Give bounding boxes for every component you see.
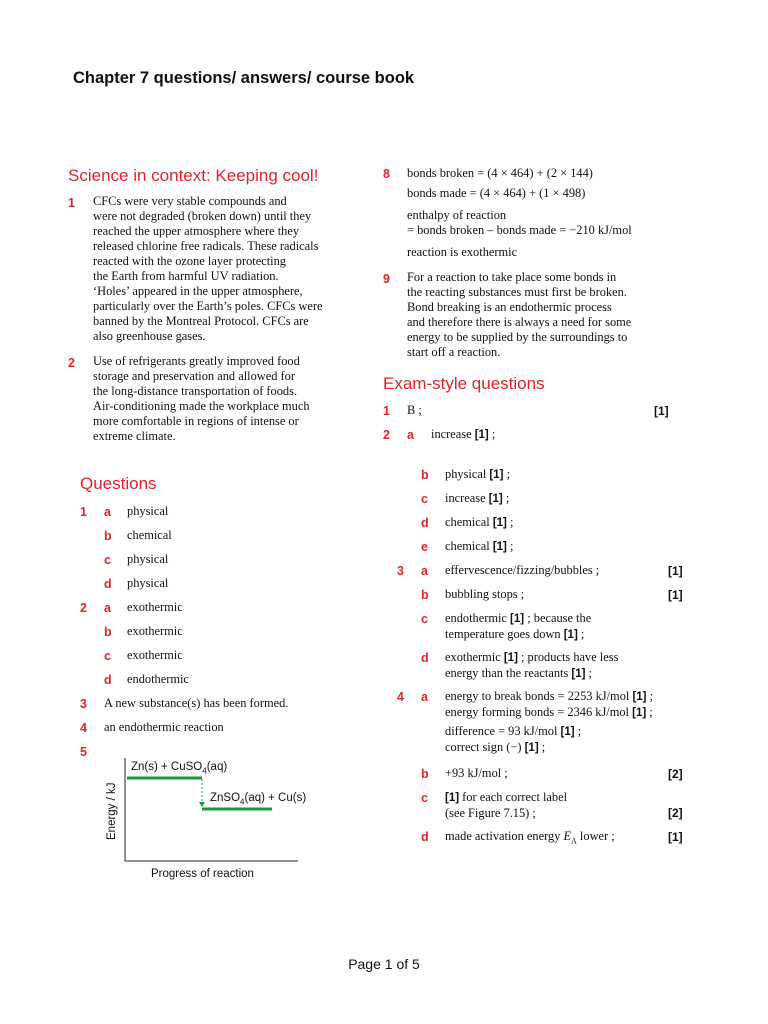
e1-mark: [1]	[654, 404, 669, 418]
e2-number: 2	[383, 428, 390, 442]
energy-drop-arrowhead	[199, 802, 205, 807]
e3a-letter: a	[421, 564, 428, 578]
q1c-letter: c	[104, 553, 111, 567]
e4a-answer: energy to break bonds = 2253 kJ/mol [1] ; energy forming bonds = 2346 kJ/mol [1] ; difference = 93 kJ/mol [1] ; correct sign (−) [1] ;	[445, 689, 654, 754]
e4d-answer: made activation energy $E_A$ lower ;	[445, 829, 615, 846]
q8-bonds-made: bonds made = (4 × 464) + (1 × 498)	[407, 186, 586, 200]
e3d-answer: exothermic [1] ; products have less energy than the reactants [1] ;	[445, 650, 619, 680]
e4b-letter: b	[421, 767, 429, 781]
e2d-letter: d	[421, 516, 429, 530]
q3-answer: A new substance(s) has been formed.	[104, 696, 289, 710]
e3a-answer: effervescence/fizzing/bubbles ;	[445, 563, 600, 577]
e4d-mark: [1]	[668, 830, 683, 844]
q8-enthalpy: enthalpy of reaction = bonds broken – bonds made = −210 kJ/mol	[407, 208, 632, 237]
e4a-letter: a	[421, 690, 428, 704]
science-q1-answer: CFCs were very stable compounds and were not degraded (broken down) until they reached the upper atmosphere where they released chlorine free radicals. These radicals reacted with the ozone layer protecting the Earth from harmful UV radiation. ‘Holes’ appeared in the upper atmosphere, particularly over the Earth’s poles. CFCs were banned by the Montreal Protocol. CFCs are also greenhouse gases.	[93, 194, 323, 343]
e2e-letter: e	[421, 540, 428, 554]
q1b-letter: b	[104, 529, 112, 543]
q8-result: reaction is exothermic	[407, 245, 518, 259]
q8-number: 8	[383, 167, 390, 181]
diagram-y-label: Energy / kJ	[106, 782, 118, 840]
q8-bonds-broken: bonds broken = (4 × 464) + (2 × 144)	[407, 166, 593, 180]
page-title: Chapter 7 questions/ answers/ course book	[73, 69, 415, 87]
science-q2-answer: Use of refrigerants greatly improved food storage and preservation and allowed for the long-distance transportation of foods. Air-conditioning made the workplace much more comfortable in regions of intense or extreme climate.	[93, 354, 310, 443]
exam-style-heading: Exam-style questions	[383, 374, 545, 393]
q4-number: 4	[80, 721, 87, 735]
q2-number: 2	[80, 601, 87, 615]
questions-heading: Questions	[80, 474, 157, 493]
e3c-answer: endothermic [1] ; because the temperature goes down [1] ;	[445, 611, 592, 641]
q1a-letter: a	[104, 505, 111, 519]
e3b-letter: b	[421, 588, 429, 602]
e3b-answer: bubbling stops ;	[445, 587, 525, 601]
q2b-letter: b	[104, 625, 112, 639]
q2c-answer: exothermic	[127, 648, 183, 662]
e2a-letter: a	[407, 428, 414, 442]
q1d-answer: physical	[127, 576, 169, 590]
e2c-letter: c	[421, 492, 428, 506]
e3-number: 3	[397, 564, 404, 578]
science-q2-number: 2	[68, 356, 75, 370]
e3d-letter: d	[421, 651, 429, 665]
e4c-answer: [1] for each correct label (see Figure 7.15) ;	[445, 790, 568, 820]
e3b-mark: [1]	[668, 588, 683, 602]
q1a-answer: physical	[127, 504, 169, 518]
q2c-letter: c	[104, 649, 111, 663]
q9-number: 9	[383, 272, 390, 286]
e2b-answer: physical [1] ;	[445, 467, 511, 481]
q2b-answer: exothermic	[127, 624, 183, 638]
reactants-label: Zn(s) + CuSO$_4$(aq)	[131, 761, 228, 776]
diagram-x-label: Progress of reaction	[151, 868, 254, 880]
e1-number: 1	[383, 404, 390, 418]
e3c-letter: c	[421, 612, 428, 626]
e4b-answer: +93 kJ/mol ;	[445, 766, 508, 780]
q1-number: 1	[80, 505, 87, 519]
products-label: ZnSO$_4$(aq) + Cu(s)	[210, 792, 307, 807]
e2c-answer: increase [1] ;	[445, 491, 510, 505]
science-q1-number: 1	[68, 196, 75, 210]
e4c-mark: [2]	[668, 806, 683, 820]
q2d-answer: endothermic	[127, 672, 189, 686]
q2a-answer: exothermic	[127, 600, 183, 614]
e2d-answer: chemical [1] ;	[445, 515, 514, 529]
page-footer: Page 1 of 5	[348, 956, 420, 972]
q3-number: 3	[80, 697, 87, 711]
e4b-mark: [2]	[668, 767, 683, 781]
e4-number: 4	[397, 690, 404, 704]
e3a-mark: [1]	[668, 564, 683, 578]
science-in-context-heading: Science in context: Keeping cool!	[68, 166, 319, 185]
q1c-answer: physical	[127, 552, 169, 566]
e4d-letter: d	[421, 830, 429, 844]
q9-answer: For a reaction to take place some bonds in the reacting substances must first be broken. Bond breaking is an endothermic process and therefore there is always a need for some energy to be supplied by the surroundings to start off a reaction.	[407, 270, 632, 359]
e2b-letter: b	[421, 468, 429, 482]
e1-answer: B ;	[407, 403, 422, 417]
q2a-letter: a	[104, 601, 111, 615]
q5-number: 5	[80, 745, 87, 759]
e2e-answer: chemical [1] ;	[445, 539, 514, 553]
q1b-answer: chemical	[127, 528, 172, 542]
e2a-answer: increase [1] ;	[431, 427, 496, 441]
e4c-letter: c	[421, 791, 428, 805]
q4-answer: an endothermic reaction	[104, 720, 224, 734]
q2d-letter: d	[104, 673, 112, 687]
q1d-letter: d	[104, 577, 112, 591]
